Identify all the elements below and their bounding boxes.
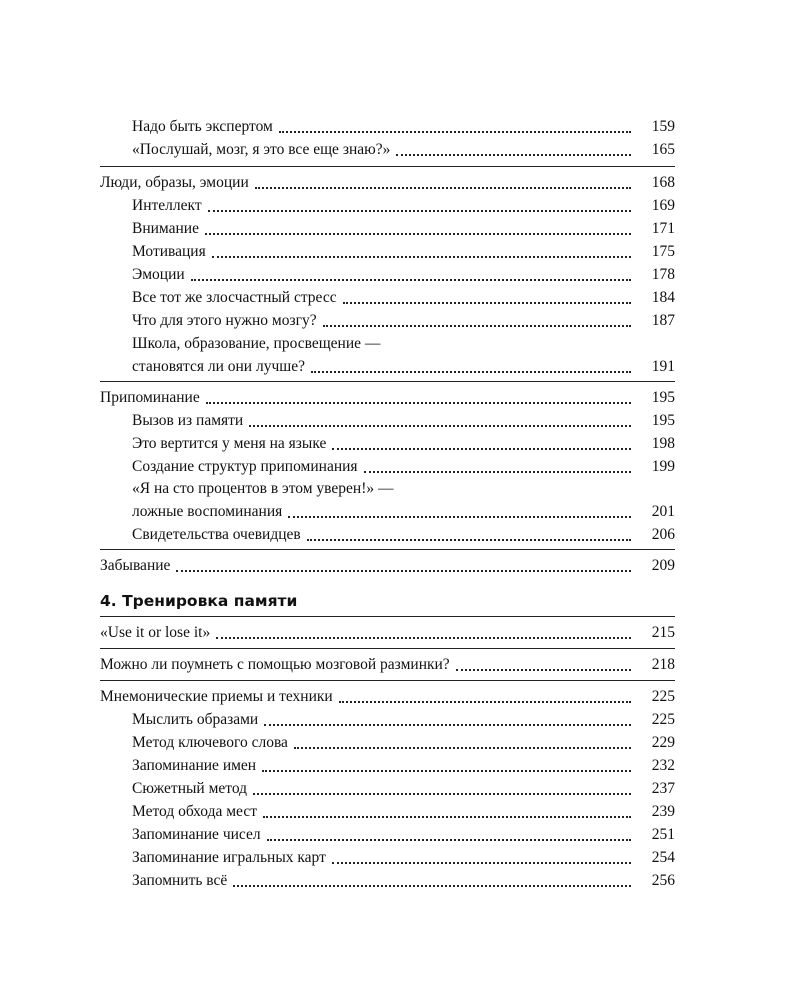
toc-page-number: 256 (651, 872, 675, 889)
toc-entry-title-line2: становятся ли они лучше? (132, 358, 305, 375)
toc-section-title: Припоминание (100, 389, 200, 406)
dot-leader (264, 711, 631, 729)
dot-leader (307, 526, 631, 544)
toc-entry[interactable] (132, 454, 675, 476)
toc-section[interactable] (100, 652, 675, 674)
toc-entry-title: Надо быть экспертом (132, 118, 273, 135)
toc-entry[interactable] (132, 845, 675, 867)
toc-entry-title: Свидетельства очевидцев (132, 526, 301, 543)
toc-entry-title: Мотивация (132, 243, 206, 260)
toc-section-title: «Use it or lose it» (100, 624, 211, 641)
dot-leader (253, 780, 631, 798)
toc-section-title: Мнемонические приемы и техники (100, 688, 333, 705)
toc-entry-title: Создание структур припоминания (132, 458, 358, 475)
toc-entry[interactable] (132, 431, 675, 453)
toc-page-number: 195 (651, 389, 675, 406)
toc-page-number: 159 (651, 118, 675, 135)
toc-page-number: 165 (651, 141, 675, 158)
dot-leader (343, 289, 631, 307)
dot-leader (212, 243, 631, 261)
dot-leader (311, 358, 631, 376)
dot-leader (339, 688, 631, 706)
toc-page-number: 206 (651, 526, 675, 543)
toc-section[interactable] (100, 553, 675, 575)
toc-page-number: 201 (651, 503, 675, 520)
toc-entry-title: Вызов из памяти (132, 412, 244, 429)
toc-section[interactable] (100, 170, 675, 192)
dot-leader (255, 174, 631, 192)
toc-page-number: 168 (651, 174, 675, 191)
toc-entry-title: Метод ключевого слова (132, 734, 288, 751)
toc-entry-title-line2: ложные воспоминания (132, 503, 283, 520)
toc-entry-title: Метод обхода мест (132, 803, 257, 820)
toc-page-number: 195 (651, 412, 675, 429)
toc-page-number: 232 (651, 757, 675, 774)
toc-entry-title: Запоминание имен (132, 757, 257, 774)
dot-leader (263, 803, 631, 821)
toc-entry-title: Запоминание игральных карт (132, 849, 326, 866)
toc-entry[interactable] (132, 408, 675, 430)
dot-leader (191, 266, 631, 284)
section-divider (100, 166, 675, 167)
toc-page-number: 175 (651, 243, 675, 260)
toc-entry-title: Внимание (132, 220, 199, 237)
dot-leader (176, 557, 631, 575)
toc-page-number: 218 (651, 656, 675, 673)
toc-entry-title: Сюжетный метод (132, 780, 248, 797)
toc-entry-title: Запоминание чисел (132, 826, 261, 843)
toc-page-number: 237 (651, 780, 675, 797)
dot-leader (288, 503, 631, 521)
dot-leader (456, 656, 631, 674)
toc-page-number: 215 (651, 624, 675, 641)
dot-leader (332, 849, 631, 867)
dot-leader (233, 872, 631, 890)
toc-page-number: 171 (651, 220, 675, 237)
section-divider (100, 549, 675, 550)
toc-entry[interactable] (132, 776, 675, 798)
section-divider (100, 648, 675, 649)
section-divider (100, 381, 675, 382)
toc-entry-title: Интеллект (132, 197, 202, 214)
toc-page-number: 225 (651, 688, 675, 705)
toc-page (100, 0, 675, 1000)
toc-entry[interactable] (132, 262, 675, 284)
toc-entry[interactable] (132, 308, 675, 330)
toc-page-number: 209 (651, 557, 675, 574)
toc-entry-title-line1: «Я на сто процентов в этом уверен!» — (132, 480, 394, 497)
section-divider (100, 680, 675, 681)
toc-entry[interactable] (132, 499, 675, 521)
toc-section-title: Люди, образы, эмоции (100, 174, 249, 191)
toc-section-title: Забывание (100, 557, 171, 574)
chapter-title[interactable]: 4. Тренировка памяти (100, 592, 298, 610)
toc-entry[interactable] (132, 822, 675, 844)
toc-section[interactable] (100, 385, 675, 407)
toc-section[interactable] (100, 620, 675, 642)
section-divider (100, 616, 675, 617)
toc-entry[interactable] (132, 753, 675, 775)
dot-leader (267, 826, 631, 844)
dot-leader (279, 118, 631, 136)
dot-leader (364, 458, 631, 476)
toc-page-number: 225 (651, 711, 675, 728)
toc-entry-title: Мыслить образами (132, 711, 259, 728)
toc-entry[interactable] (132, 799, 675, 821)
toc-section[interactable] (100, 684, 675, 706)
toc-entry[interactable] (132, 354, 675, 376)
toc-page-number: 184 (651, 289, 675, 306)
toc-entry[interactable] (132, 216, 675, 238)
toc-entry[interactable] (132, 285, 675, 307)
toc-page-number: 199 (651, 458, 675, 475)
toc-entry[interactable] (132, 114, 675, 136)
toc-entry-title: Что для этого нужно мозгу? (132, 312, 317, 329)
toc-entry[interactable] (132, 730, 675, 752)
toc-page-number: 251 (651, 826, 675, 843)
toc-entry[interactable] (132, 868, 675, 890)
toc-page-number: 229 (651, 734, 675, 751)
toc-entry-title: Запомнить всё (132, 872, 228, 889)
toc-page-number: 239 (651, 803, 675, 820)
toc-page-number: 178 (651, 266, 675, 283)
toc-entry-title: Все тот же злосчастный стресс (132, 289, 337, 306)
toc-entry[interactable] (132, 707, 675, 729)
toc-page-number: 254 (651, 849, 675, 866)
toc-entry[interactable] (132, 522, 675, 544)
toc-page-number: 191 (651, 358, 675, 375)
toc-entry[interactable] (132, 137, 675, 159)
dot-leader (216, 624, 631, 642)
dot-leader (396, 141, 631, 159)
toc-page-number: 169 (651, 197, 675, 214)
toc-section-title: Можно ли поумнеть с помощью мозговой разминки? (100, 656, 450, 673)
dot-leader (294, 734, 631, 752)
dot-leader (249, 412, 631, 430)
dot-leader (205, 220, 631, 238)
dot-leader (262, 757, 631, 775)
toc-entry-title: Это вертится у меня на языке (132, 435, 327, 452)
toc-entry[interactable] (132, 193, 675, 215)
dot-leader (323, 312, 631, 330)
toc-entry-title-line1: Школа, образование, просвещение — (132, 335, 381, 352)
toc-entry[interactable] (132, 239, 675, 261)
toc-entry-title: Эмоции (132, 266, 185, 283)
dot-leader (206, 389, 631, 407)
toc-page-number: 187 (651, 312, 675, 329)
dot-leader (208, 197, 631, 215)
toc-entry-title: «Послушай, мозг, я это все еще знаю?» (132, 141, 391, 158)
toc-page-number: 198 (651, 435, 675, 452)
dot-leader (332, 435, 631, 453)
